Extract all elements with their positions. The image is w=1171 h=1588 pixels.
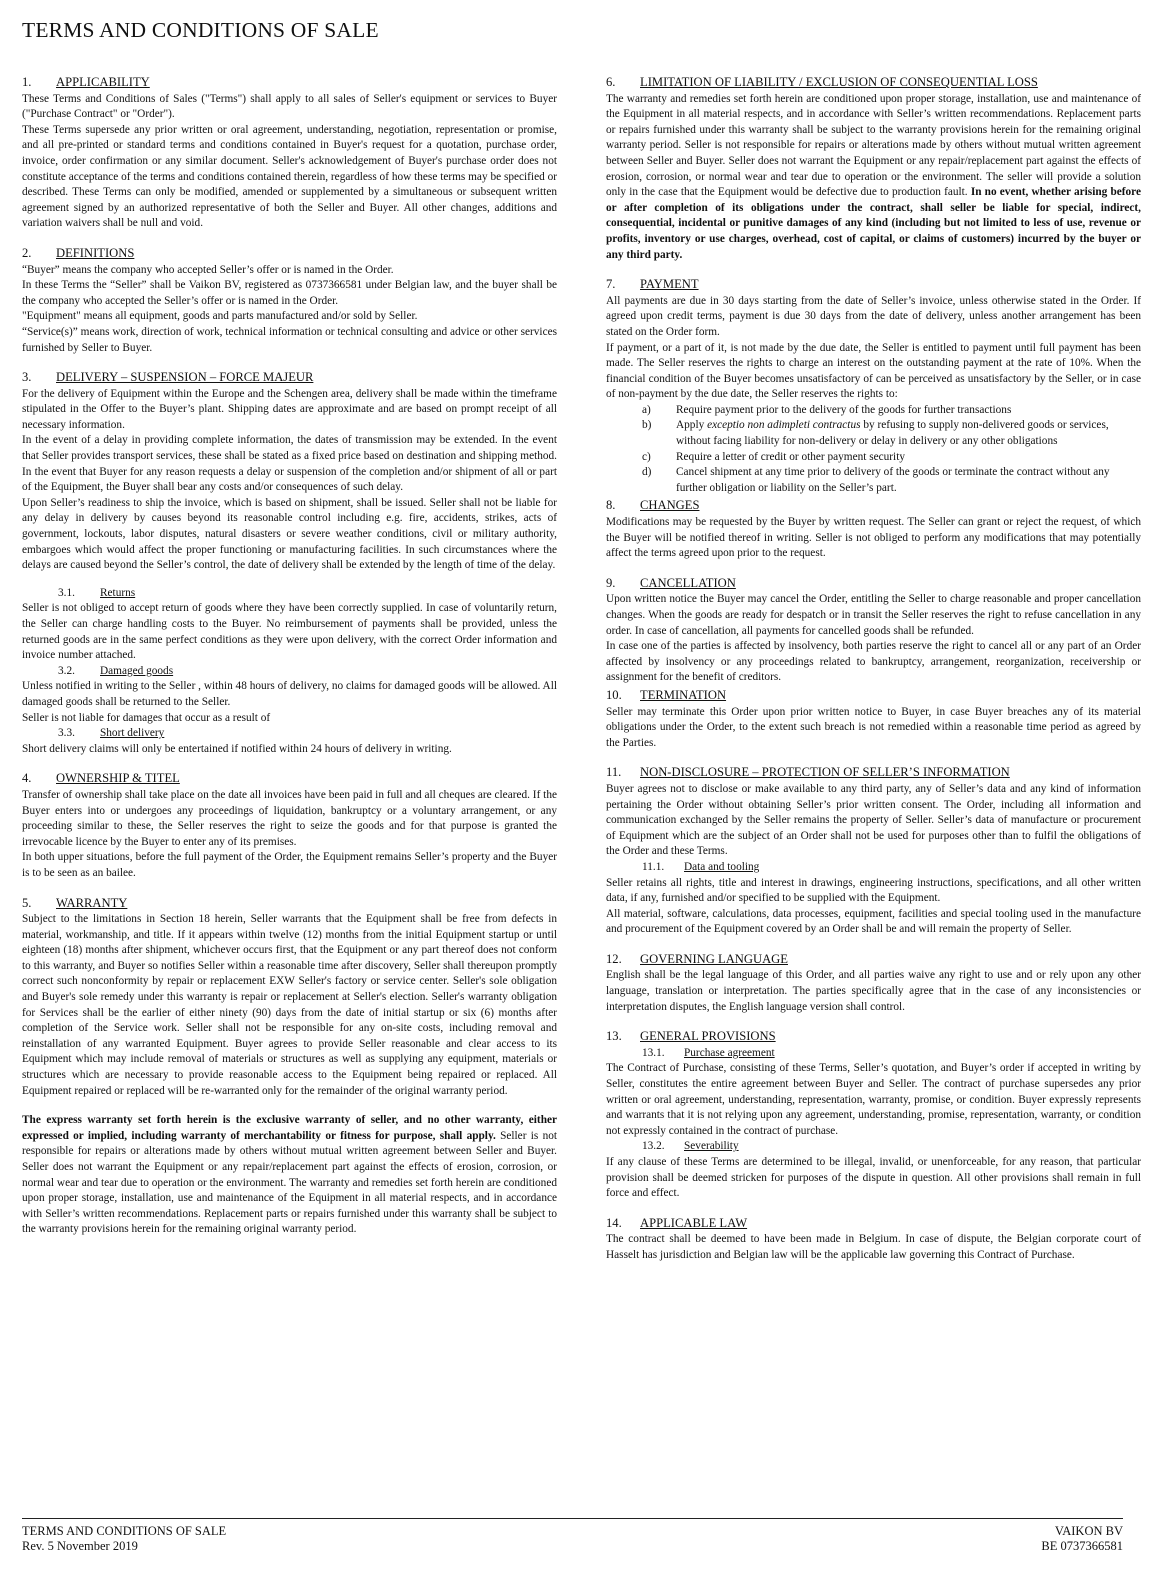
list-label: d): [642, 466, 652, 479]
section-heading: [22, 896, 557, 912]
section-number: 4.: [22, 771, 32, 786]
section-heading: [22, 75, 557, 91]
paragraph: Subject to the limitations in Section 18 herein, Seller warrants that the Equipment shall be free from defects in material, workmanship, and title. If it appears within twelve (12) months from the initial Equipment startup or until eighteen (18) months after shipment, whichever occurs first, that the Equipment or any part thereof does not conform to this warranty, and Buyer so notifies Seller within a reasonable time after discovery, Seller shall thereupon promptly correct such nonconformity by repair or replacement EXW Seller's factory or service center. Seller's sole obligation and Buyer's sole remedy under this warranty is repair or replacement at Seller's election. Seller's warranty obligation for Services shall be the earlier of either ninety (90) days from the date of initial startup or six (6) months after completion of the Service work. Seller shall not be responsible for any on-site costs, including removal and reinstallation of any warranted Equipment. Buyer agrees to provide Seller reasonable and clear access to its Equipment which may include removal of materials or structures as well as supplying any equipment, materials or structures which are necessary to provide reasonable access to the Equipment being repaired or replaced. All Equipment repaired or replaced will be re-warranted only for the remainder of the original warranty period.: [22, 913, 557, 1097]
section-number: 5.: [22, 895, 32, 910]
footer-right: [1041, 1524, 1123, 1554]
list-item: [606, 465, 1141, 496]
paragraph: Upon written notice the Buyer may cancel the Order, entitling the Seller to charge reasonable and proper cancellation changes. When the goods are ready for despatch or in transit the Seller reserves the right to refuse cancellation in any order. In case of cancellation, all payments for cancelled goods shall be refunded.: [606, 593, 1141, 637]
section-number: 7.: [606, 277, 616, 292]
section-number: 11.: [606, 765, 622, 780]
paragraph: “Buyer” means the company who accepted Seller’s offer or is named in the Order.: [22, 263, 394, 276]
section-applicability: [22, 75, 557, 232]
list-label: a): [642, 403, 651, 416]
paragraph: Seller is not liable for damages that occur as a result of: [22, 711, 271, 724]
list-label: c): [642, 450, 651, 463]
section-heading: [606, 75, 1141, 91]
paragraph: These Terms supersede any prior written or oral agreement, understanding, negotiation, representation or promise, and all pre-printed or standard terms and conditions contained in Buyer's request for a quotation, purchase order, invoice, order confirmation or any similar document. Seller's acknowledgement of Buyer's purchase order does not constitute acceptance of the terms and conditions contained therein, regardless of how these terms may be specified or described. These Terms can only be modified, amended or supplemented by a simultaneous or subsequent written agreement signed by an authorized representative of both the Seller and Buyer. All other changes, additions and variation waivers shall be null and void.: [22, 123, 557, 230]
section-title: GENERAL PROVISIONS: [640, 1029, 776, 1044]
section-heading: [22, 771, 557, 787]
paragraph: In both upper situations, before the full payment of the Order, the Equipment remains Seller’s property and the Buyer is to be seen as an bailee.: [22, 851, 557, 879]
paragraph: [606, 92, 1141, 264]
section-payment: [606, 277, 1141, 496]
section-title: GOVERNING LANGUAGE: [640, 951, 788, 966]
section-heading: [606, 952, 1141, 968]
section-title: APPLICABLE LAW: [640, 1215, 748, 1230]
paragraph: "Equipment" means all equipment, goods and parts manufactured and/or sold by Seller.: [22, 310, 418, 323]
footer-vat-number: BE 0737366581: [1041, 1539, 1123, 1553]
section-limitation-of-liability: [606, 75, 1141, 263]
subsection-number: 3.2.: [58, 664, 75, 677]
section-heading: [606, 1216, 1141, 1232]
bold-text: In no event, whether arising before or after completion of its obligations under the contract, shall seller be liable for special, indirect, consequential, incidental or punitive damages of any kind (including but not limited to less of use, revenue or profits, inventory or use charges, overhead, cost of capital, or claims of customers) incurred by the buyer or any third party.: [606, 186, 1141, 261]
section-number: 2.: [22, 245, 32, 260]
list-item: [606, 418, 1141, 449]
list-text: Cancel shipment at any time prior to delivery of the goods or terminate the contract without any further obligation or liability on the Seller’s part.: [676, 466, 1110, 494]
paragraph: Seller may terminate this Order upon prior written notice to Buyer, in case Buyer breaches any of its material obligations under the Order, to the extent such breach is not remedied within a reasonable time period as agreed by the Parties.: [606, 705, 1141, 749]
italic-term: exceptio non adimpleti contractus: [707, 419, 861, 432]
section-heading: [606, 688, 1141, 704]
section-title: OWNERSHIP & TITEL: [56, 771, 180, 786]
paragraph: The Contract of Purchase, consisting of these Terms, Seller’s quotation, and Buyer’s order if accepted in writing by Seller, constitutes the entire agreement between Buyer and Seller. The contract of purchase supersedes any prior written or oral agreement, understanding, representation, warranty, promise, or condition. Buyer expressly represents and warrants that it is not relying upon any agreement, understanding, promise, representation, warranty, or condition not expressly contained in the contract of purchase.: [606, 1062, 1141, 1137]
list-item: [606, 450, 1141, 466]
right-column: [606, 75, 1141, 1278]
section-title: DELIVERY – SUSPENSION – FORCE MAJEUR: [56, 370, 314, 385]
paragraph: Short delivery claims will only be entertained if notified within 24 hours of delivery in writing.: [22, 742, 452, 755]
section-title: CANCELLATION: [640, 575, 736, 590]
paragraph: In the event of a delay in providing complete information, the dates of transmission may be extended. In the event that Seller provides transport services, these shall be stated as a fixed price based on destination and shipping method. In the event that Buyer for any reason requests a delay or suspension of the completion and/or shipment of all or part of the Equipment, the Buyer shall bear any costs and/or consequences of such delay.: [22, 434, 557, 494]
section-title: WARRANTY: [56, 895, 128, 910]
section-title: NON-DISCLOSURE – PROTECTION OF SELLER’S INFORMATION: [640, 765, 1010, 780]
footer-document-title: TERMS AND CONDITIONS OF SALE: [22, 1524, 227, 1538]
subsection-title: Damaged goods: [100, 664, 174, 677]
paragraph-text: The warranty and remedies set forth herein are conditioned upon proper storage, installation, use and maintenance of the Equipment in all material respects, and in accordance with Seller’s written recommendations. Replacement parts or repairs furnished under this warranty shall be subject to the warranty provisions herein for the remaining original warranty period. Seller is not responsible for repairs or alterations made by others without mutual written agreement between Seller and Buyer. Seller does not warrant the Equipment or any repair/replacement part against the effects of erosion, corrosion, or normal wear and tear due to operation or the environment. The seller will provide a solution only in the case that the Equipment would be defective due to production fault.: [606, 92, 1141, 199]
section-non-disclosure: [606, 765, 1141, 938]
footer-company: VAIKON BV: [1054, 1524, 1123, 1538]
section-title: CHANGES: [640, 498, 700, 513]
paragraph: Seller is not obliged to accept return of goods where they have been correctly supplied. In case of voluntarily return, the Seller can charge handling costs to the Buyer. No reimbursement of payments shall be provided, unless the returned goods are in the same perfect conditions as they were upon delivery, with the correct Order information and invoice number attached.: [22, 602, 557, 662]
footer-left: [22, 1524, 226, 1554]
paragraph: English shall be the legal language of this Order, and all parties waive any right to use and or rely upon any other language, translation or interpretation. The parties specifically agree that in the case of any inconsistencies or interpretation disputes, the English language version shall control.: [606, 969, 1141, 1013]
section-heading: [606, 1029, 1141, 1045]
paragraph: In these Terms the “Seller” shall be Vaikon BV, registered as 0737366581 under Belgian law, and the buyer shall be the company who accepted the Seller’s offer or is named in the Order.: [22, 279, 557, 307]
subsection-heading-returns: [58, 586, 557, 602]
left-column: [22, 75, 557, 1278]
section-applicable-law: [606, 1216, 1141, 1264]
list-text-part: Apply: [676, 419, 708, 432]
payment-rights-list: [606, 403, 1141, 497]
page-title: TERMS AND CONDITIONS OF SALE: [22, 18, 379, 42]
list-item: [606, 403, 1141, 419]
paragraph: Upon Seller’s readiness to ship the invoice, which is based on shipment, shall be issued. Seller shall not be liable for any delay in delivery by causes beyond its reasonable control including e.g. fire, accidents, strikes, acts of government, lockouts, labor disputes, natural disasters or severe weather conditions, civil or military authority, embargoes which would affect the proper functioning or manufacturing facilities. In such circumstances where the delays are caused beyond the Seller’s control, the date of delivery shall be extended by the length of time of the delay.: [22, 496, 557, 572]
paragraph: If any clause of these Terms are determined to be illegal, invalid, or unenforceable, for any reason, that particular provision shall be deemed stricken for purposes of the dispute in question. All other provisions shall remain in full force and effect.: [606, 1156, 1141, 1200]
footer-revision: Rev. 5 November 2019: [22, 1539, 138, 1553]
section-heading: [606, 277, 1141, 293]
paragraph: Buyer agrees not to disclose or make available to any third party, any of Seller’s data and any kind of information pertaining the Order without obtaining Seller’s prior written consent. The Order, including all information and communication exchanged by the Seller remains the property of Seller. Seller’s data of manufacture or procurement of Equipment which are the subject of an Order shall not be used for purposes other than to fulfil the obligations of the Order and these Terms.: [606, 782, 1141, 858]
paragraph: If payment, or a part of it, is not made by the due date, the Seller is entitled to payment until full payment has been made. The Seller reserves the rights to charge an interest on the outstanding payment at the rate of 10%. When the financial condition of the Buyer becomes unsatisfactory of can be perceived as unsatisfactory by the Seller, or in case of non-payment by the due date, the Seller reserves the rights to:: [606, 341, 1141, 401]
subsection-number: 13.1.: [642, 1046, 665, 1059]
section-heading: [606, 576, 1141, 592]
paragraph: Modifications may be requested by the Buyer by written request. The Seller can grant or reject the request, of which the Buyer will be notified thereof in writing. Seller is not obliged to perform any modifications that may potentially affect the terms agreed upon prior to the request.: [606, 516, 1141, 560]
subsection-number: 3.1.: [58, 586, 75, 599]
subsection-title: Data and tooling: [684, 860, 760, 873]
bold-text: The express warranty set forth herein is the exclusive warranty of seller, and no other warranty, either expressed or implied, including warranty of merchantability or fitness for purpose, shall apply.: [22, 1114, 557, 1142]
subsection-heading-severability: [642, 1139, 1141, 1155]
subsection-title: Purchase agreement: [684, 1046, 775, 1059]
section-number: 6.: [606, 75, 616, 89]
list-label: b): [642, 419, 652, 432]
section-number: 13.: [606, 1029, 622, 1044]
subsection-number: 3.3.: [58, 727, 75, 740]
section-title: TERMINATION: [640, 687, 727, 702]
paragraph: All payments are due in 30 days starting from the date of Seller’s invoice, unless otherwise stated in the Order. If agreed upon credit terms, payment is due 30 days from the date of delivery, unless another arrangement has been stated on the Order form.: [606, 294, 1141, 338]
section-title: APPLICABILITY: [56, 75, 150, 89]
section-number: 8.: [606, 498, 616, 513]
section-number: 9.: [606, 575, 616, 590]
section-title: LIMITATION OF LIABILITY / EXCLUSION OF CONSEQUENTIAL LOSS: [640, 75, 1038, 89]
two-column-body: [22, 75, 1141, 1278]
paragraph: [22, 1113, 557, 1238]
list-text: Require a letter of credit or other payment security: [676, 450, 905, 463]
list-text: Require payment prior to the delivery of the goods for further transactions: [676, 403, 1012, 416]
subsection-number: 13.2.: [642, 1140, 665, 1153]
paragraph: The contract shall be deemed to have been made in Belgium. In case of dispute, the Belgian corporate court of Hasselt has jurisdiction and Belgian law will be the applicable law governing this Contract of Purchase.: [606, 1233, 1141, 1261]
section-number: 3.: [22, 370, 32, 385]
subsection-number: 11.1.: [642, 860, 665, 873]
paragraph: For the delivery of Equipment within the Europe and the Schengen area, delivery shall be made within the timeframe stipulated in the Offer to the Buyer’s plant. Shipping dates are approximate and are based on prompt receipt of all necessary information.: [22, 387, 557, 431]
list-text-part: by refusing to supply non-delivered goods or services, without facing liability for non-delivery or delay in delivery or any other obligations: [676, 419, 1109, 448]
subsection-title: Returns: [100, 586, 136, 599]
section-ownership: [22, 771, 557, 881]
section-termination: [606, 688, 1141, 751]
subsection-heading-data-and-tooling: [642, 860, 1141, 876]
paragraph: All material, software, calculations, data processes, equipment, facilities and special tooling used in the manufacture and procurement of the Equipment covered by an Order shall be and will remain the property of Seller.: [606, 907, 1141, 936]
section-governing-language: [606, 952, 1141, 1015]
page-footer: [22, 1518, 1123, 1554]
section-title: PAYMENT: [640, 277, 699, 292]
subsection-title: Severability: [684, 1140, 739, 1153]
paragraph: Transfer of ownership shall take place on the date all invoices have been paid in full and all cheques are cleared. If the Buyer enters into or undergoes any proceedings of liquidation, bankruptcy or a voluntary arrangement, or any proceeding similar to these, the Seller reserves the right to seize the goods and for that purpose is granted the irrevocable licence by the Buyer to enter any of its premises.: [22, 788, 557, 848]
section-number: 14.: [606, 1215, 622, 1230]
paragraph-text: Seller is not responsible for repairs or alterations made by others without mutual written agreement between Seller and Buyer. Seller does not warrant the Equipment or any repair/replacement part against the effects of erosion, corrosion, or normal wear and tear due to operation or the environment. The warranty and remedies set forth herein are conditioned upon proper storage, installation, use and maintenance of the Equipment in all material respects, and in accordance with Seller’s written recommendations. Replacement parts or repairs furnished under this warranty shall be subject to the warranty provisions herein for the remaining original warranty period.: [22, 1129, 558, 1236]
section-heading: [606, 765, 1141, 781]
section-number: 1.: [22, 75, 32, 89]
subsection-heading-short-delivery: [58, 726, 557, 742]
paragraph: “Service(s)” means work, direction of work, technical information or technical consulting and advice or other services furnished by Seller to Buyer.: [22, 325, 557, 354]
section-cancellation: [606, 576, 1141, 686]
section-definitions: [22, 246, 557, 356]
subsection-heading-damaged-goods: [58, 664, 557, 680]
paragraph: Unless notified in writing to the Seller , within 48 hours of delivery, no claims for damaged goods will be allowed. All damaged goods shall be returned to the Seller.: [22, 680, 557, 708]
section-heading: [22, 370, 557, 386]
paragraph: These Terms and Conditions of Sales ("Terms") shall apply to all sales of Seller's equipment or services to Buyer ("Purchase Contract" or "Order").: [22, 92, 557, 121]
paragraph: Seller retains all rights, title and interest in drawings, engineering instructions, specifications, and all other written data, if any, furnished and/or specified to be supplied with the Equipment.: [606, 876, 1141, 905]
section-heading: [606, 498, 1141, 514]
section-general-provisions: [606, 1029, 1141, 1202]
section-changes: [606, 498, 1141, 561]
paragraph: In case one of the parties is affected by insolvency, both parties reserve the right to cancel all or any part of an Order affected by insolvency or any proceedings related to bankruptcy, arrangement, reorganization, receivership or assignment for the benefit of creditors.: [606, 640, 1141, 684]
section-number: 12.: [606, 951, 622, 966]
section-delivery: [22, 370, 557, 757]
section-warranty: [22, 896, 557, 1238]
subsection-heading-purchase-agreement: [642, 1046, 1141, 1062]
list-text: [676, 418, 1141, 449]
section-number: 10.: [606, 687, 622, 702]
section-heading: [22, 246, 557, 262]
subsection-title: Short delivery: [100, 727, 165, 740]
spacer: [22, 1099, 557, 1113]
section-title: DEFINITIONS: [56, 245, 135, 260]
